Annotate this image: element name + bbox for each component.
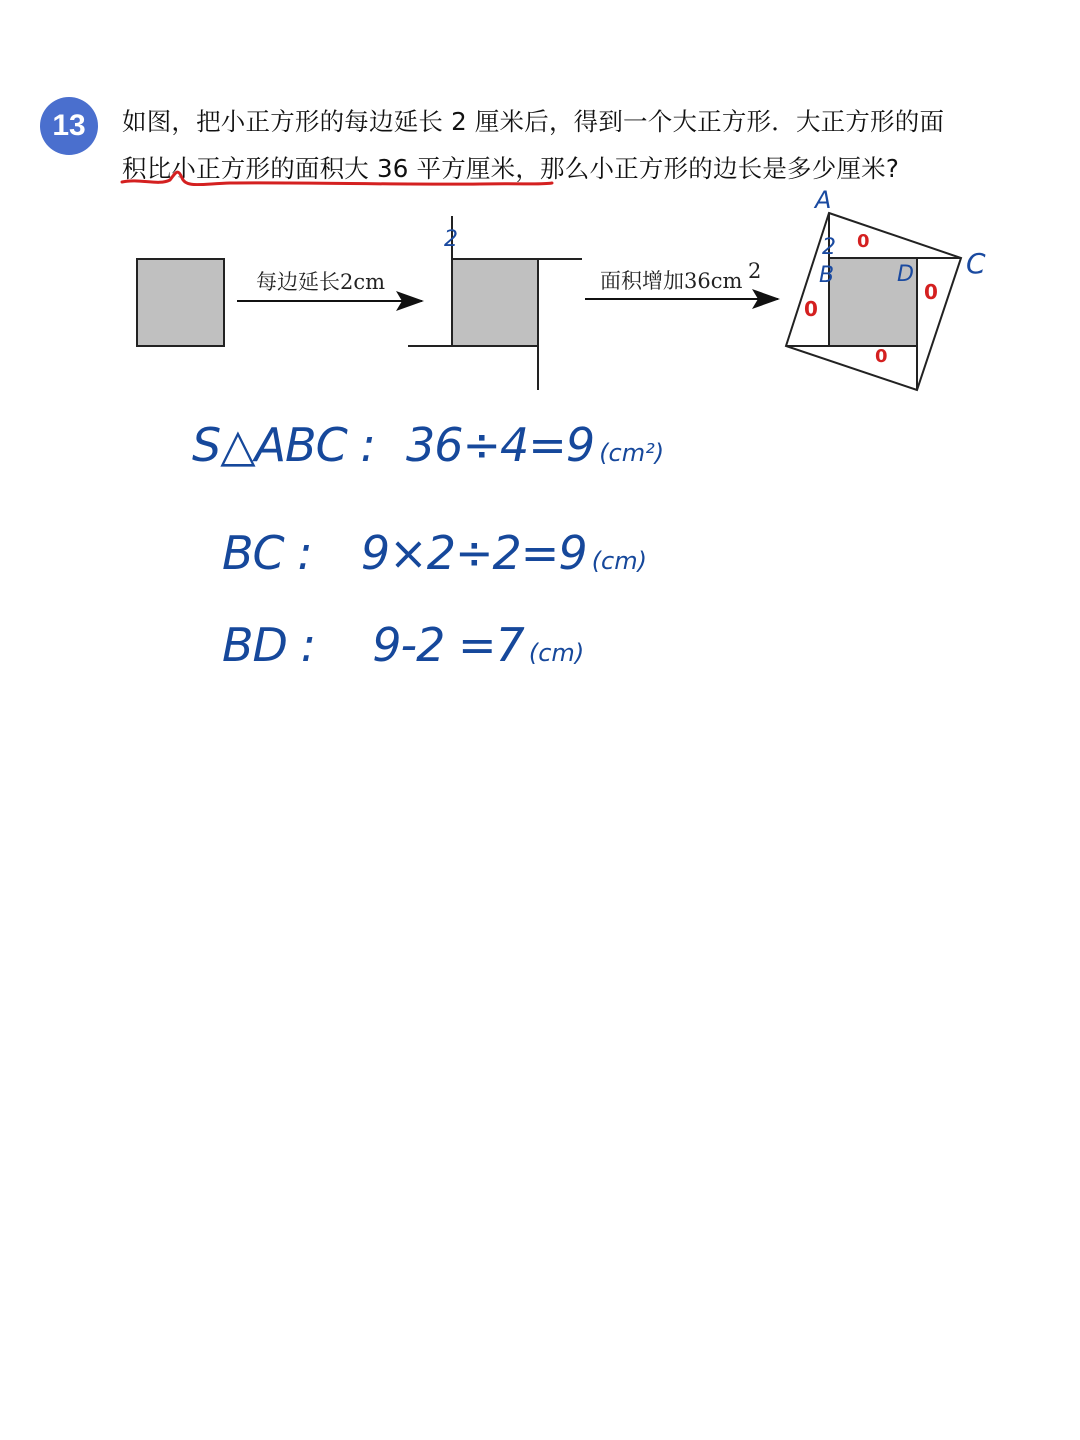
point-B-label: B	[819, 263, 835, 288]
arrow-1-label: 每边延长2cm	[256, 270, 386, 294]
arrow-2-superscript: 2	[748, 259, 762, 283]
work-line-2-right: 9×2÷2=9	[360, 526, 587, 580]
question-number-badge: 13	[40, 97, 98, 155]
work-line-3-right: 9-2 =7	[372, 618, 524, 672]
handwritten-2-inner-label: 2	[822, 235, 836, 260]
work-line-3-unit: (cm)	[528, 639, 585, 667]
point-D-label: D	[897, 262, 914, 287]
work-line-1-right: 36÷4=9	[405, 418, 595, 472]
work-line-1-left: S△ABC :	[192, 418, 375, 472]
question-line-1: 如图，把小正方形的每边延长 2 厘米后，得到一个大正方形．大正方形的面	[122, 107, 945, 136]
arrow-2-label: 面积增加36cm	[600, 269, 743, 293]
work-line-1-unit: (cm²)	[599, 439, 665, 467]
point-C-label: C	[966, 247, 986, 280]
work-line-2	[222, 526, 647, 580]
work-line-3-left: BD :	[222, 618, 316, 672]
question-line-2: 积比小正方形的面积大 36 平方厘米，那么小正方形的边长是多少厘米?	[122, 154, 900, 183]
small-square	[137, 259, 224, 346]
handwritten-2-label: 2	[444, 227, 458, 252]
red-zero-mark-bottom: 0	[875, 346, 888, 367]
work-line-2-unit: (cm)	[591, 547, 647, 575]
work-line-3	[222, 618, 584, 672]
red-zero-mark-left: 0	[804, 297, 818, 321]
red-zero-mark-right: 0	[924, 280, 938, 304]
middle-square	[452, 259, 538, 346]
work-line-1	[192, 418, 664, 472]
work-line-2-left: BC :	[222, 526, 312, 580]
red-zero-mark-top: 0	[857, 231, 870, 252]
point-A-label: A	[815, 186, 832, 214]
